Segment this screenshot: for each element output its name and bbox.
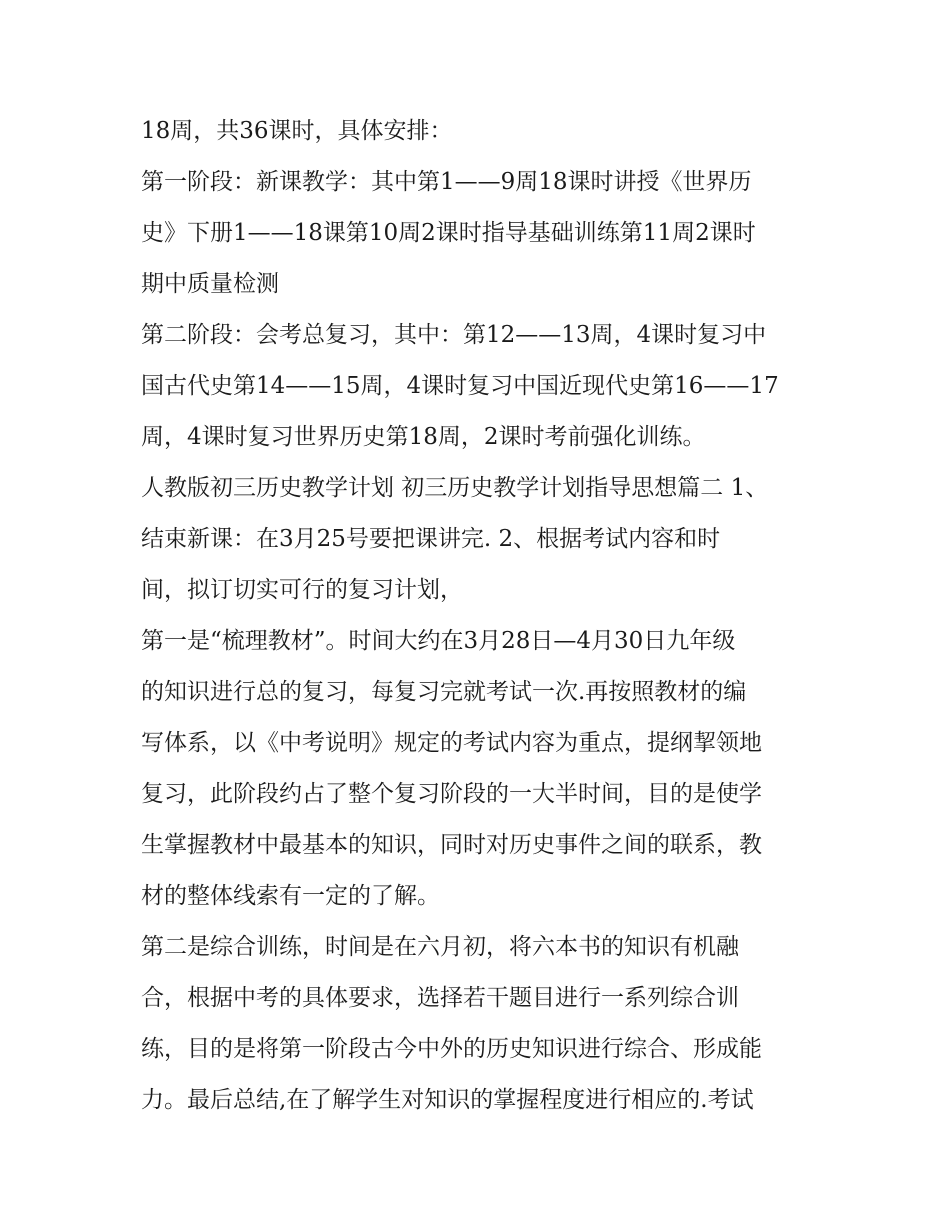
text-line: 的知识进行总的复习，每复习完就考试一次.再按照教材的编: [141, 679, 747, 705]
text-line: 练，目的是将第一阶段古今中外的历史知识进行综合、形成能: [141, 1036, 762, 1062]
document-body: [141, 106, 821, 1126]
text-line: 材的整体线索有一定的了解。: [141, 883, 440, 909]
text-line: 写体系，以《中考说明》规定的考试内容为重点，提纲挈领地: [141, 730, 762, 756]
text-line: 18周，共36课时，具体安排：: [141, 118, 453, 144]
text-line: 第二阶段：会考总复习，其中：第12——13周，4课时复习中: [141, 322, 767, 348]
text-line: 结束新课：在3月25号要把课讲完. 2、根据考试内容和时: [141, 526, 721, 552]
text-line: 人教版初三历史教学计划 初三历史教学计划指导思想篇二 1、: [141, 475, 769, 501]
text-line: 国古代史第14——15周，4课时复习中国近现代史第16——17: [141, 373, 779, 399]
text-line: 合，根据中考的具体要求，选择若干题目进行一系列综合训: [141, 985, 739, 1011]
text-line: 第一是“梳理教材”。时间大约在3月28日—4月30日九年级: [141, 628, 736, 654]
text-line: 间，拟订切实可行的复习计划，: [141, 577, 463, 603]
text-line: 周，4课时复习世界历史第18周，2课时考前强化训练。: [141, 424, 706, 450]
text-line: 力。最后总结,在了解学生对知识的掌握程度进行相应的.考试: [141, 1087, 754, 1113]
text-line: 史》下册1——18课第10周2课时指导基础训练第11周2课时: [141, 220, 756, 246]
text-line: 第二是综合训练，时间是在六月初，将六本书的知识有机融: [141, 934, 739, 960]
text-line: 期中质量检测: [141, 271, 279, 297]
text-line: 第一阶段：新课教学：其中第1——9周18课时讲授《世界历: [141, 169, 752, 195]
text-line: 复习，此阶段约占了整个复习阶段的一大半时间，目的是使学: [141, 781, 762, 807]
text-line: 生掌握教材中最基本的知识，同时对历史事件之间的联系，教: [141, 832, 762, 858]
